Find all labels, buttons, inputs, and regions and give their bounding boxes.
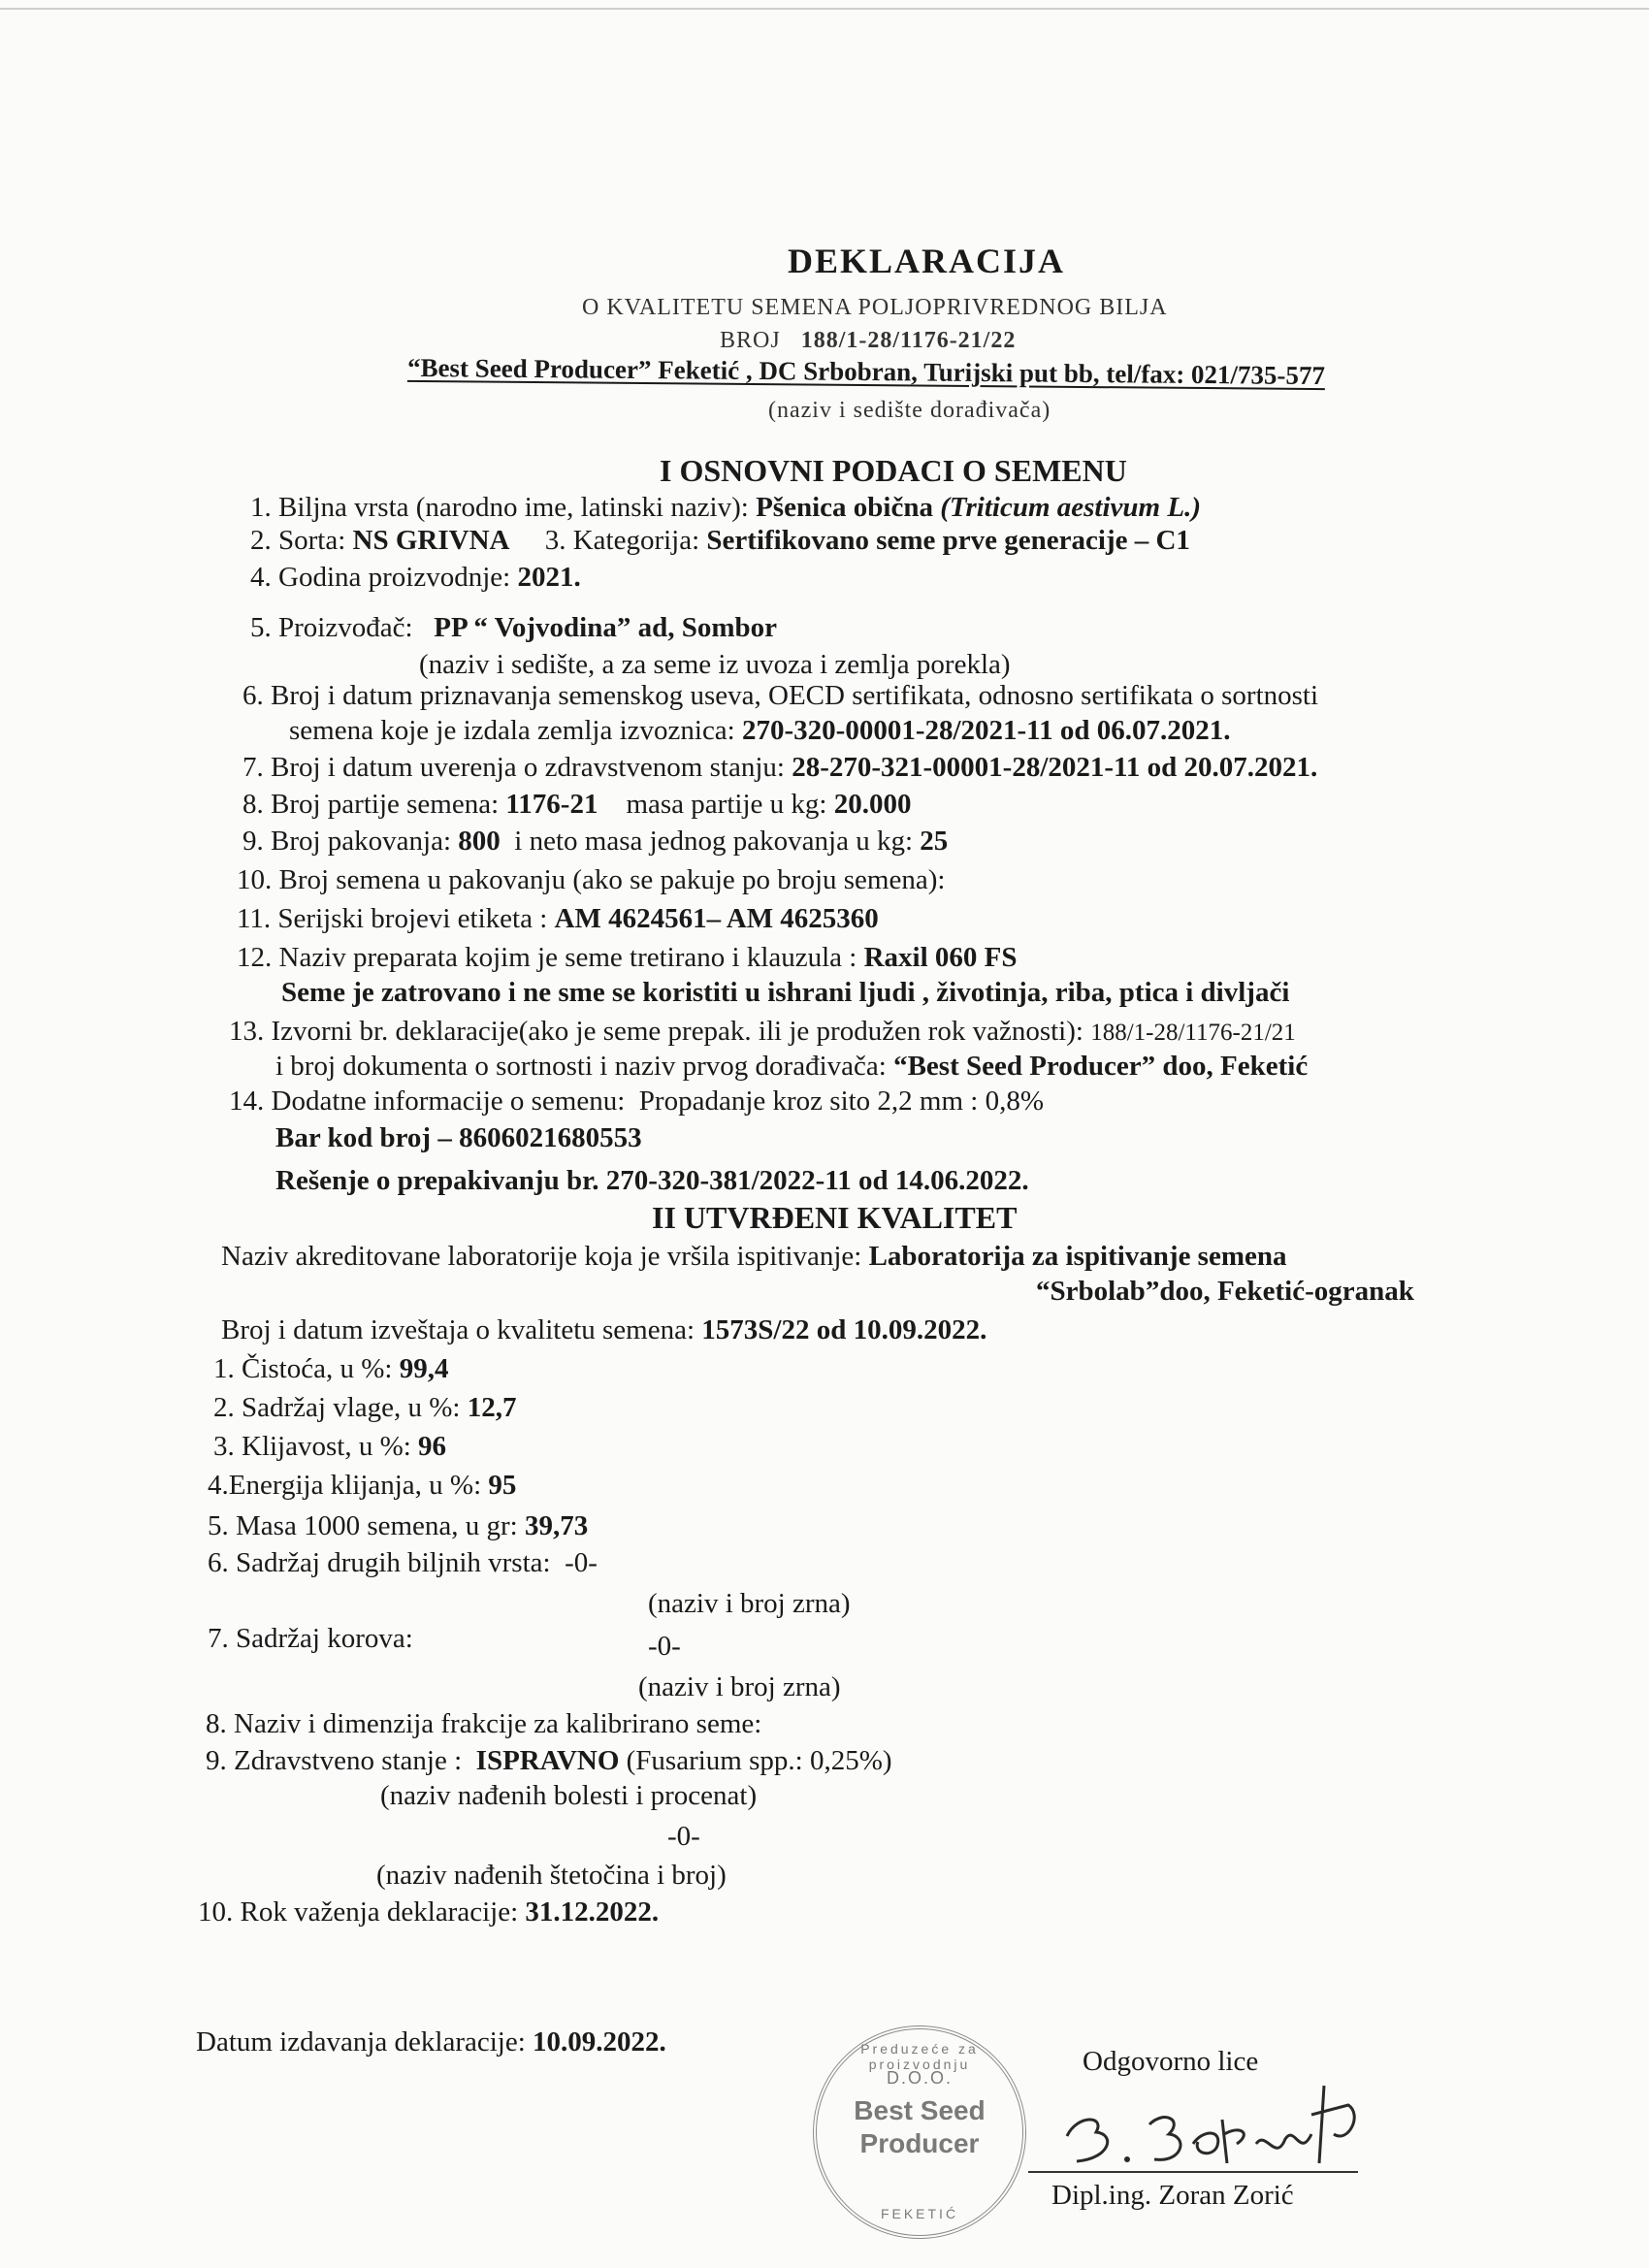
section-1-title: I OSNOVNI PODACI O SEMENU [660,453,1127,488]
quality-7-note: (naziv i broj zrna) [638,1671,841,1702]
field-14-barcode: Bar kod broj – 8606021680553 [275,1122,642,1153]
quality-7-value: -0- [648,1631,681,1662]
quality-7-label: 7. Sadržaj korova: [208,1623,413,1654]
field-14: 14. Dodatne informacije o semenu: Propadanje kroz sito 2,2 mm : 0,8% [229,1085,1045,1117]
signature [1057,2076,1368,2173]
field-6: 6. Broj i datum priznavanja semenskog useva, OECD sertifikata, odnosno sertifikata o sortnosti [242,680,1319,711]
quality-6-note: (naziv i broj zrna) [648,1588,851,1619]
field-12: 12. Naziv preparata kojim je seme tretirano i klauzula : Raxil 060 FS [237,942,1018,973]
quality-10: 10. Rok važenja deklaracije: 31.12.2022. [198,1896,660,1928]
document-subtitle: O KVALITETU SEMENA POLJOPRIVREDNOG BILJA [582,295,1168,320]
quality-3: 3. Klijavost, u %: 96 [213,1431,447,1462]
document-title: DEKLARACIJA [788,242,1066,280]
quality-1: 1. Čistoća, u %: 99,4 [213,1353,449,1384]
field-12-warning: Seme je zatrovano i ne sme se koristiti u ishrani ljudi , životinja, riba, ptica i divljači [281,977,1290,1008]
quality-6: 6. Sadržaj drugih biljnih vrsta: -0- [208,1547,598,1578]
company-note: (naziv i sedište dorađivača) [768,398,1051,423]
field-10: 10. Broj semena u pakovanju (ako se pakuje po broju semena): [237,864,946,895]
lab-line-cont: “Srbolab”doo, Feketić-ogranak [1036,1276,1414,1307]
company-address: “Best Seed Producer” Feketić , DC Srbobran, Turijski put bb, tel/fax: 021/735-577 [406,352,1326,391]
stamp-line-1: Best Seed [854,2095,986,2125]
company-stamp [813,2025,1026,2239]
responsible-label: Odgovorno lice [1083,2046,1259,2077]
broj-label: BROJ [720,328,781,353]
broj-value: 188/1-28/1176-21/22 [800,328,1017,353]
quality-9: 9. Zdravstveno stanje : ISPRAVNO (Fusarium spp.: 0,25%) [206,1745,892,1776]
field-4: 4. Godina proizvodnje: 2021. [250,562,581,593]
report-line: Broj i datum izveštaja o kvalitetu semena: 1573S/22 od 10.09.2022. [221,1314,987,1345]
field-7: 7. Broj i datum uverenja o zdravstvenom stanju: 28-270-321-00001-28/2021-11 od 20.07.2021. [242,752,1318,783]
quality-8: 8. Naziv i dimenzija frakcije za kalibrirano seme: [206,1708,762,1739]
issue-date: Datum izdavanja deklaracije: 10.09.2022. [196,2026,666,2057]
field-13-cont: i broj dokumenta o sortnosti i naziv prvog dorađivača: “Best Seed Producer” doo, Feketić [275,1051,1309,1082]
field-14-resenje: Rešenje o prepakivanju br. 270-320-381/2022-11 od 14.06.2022. [275,1165,1029,1196]
lab-line: Naziv akreditovane laboratorije koja je vršila ispitivanje: Laboratorija za ispitivanje semena [221,1241,1287,1272]
stamp-ring-top: Preduzeće za proizvodnju [860,2041,979,2072]
field-2-3: 2. Sorta: NS GRIVNA 3. Kategorija: Sertifikovano seme prve generacije – C1 [250,525,1190,556]
stamp-ring-bottom: FEKETIĆ [880,2206,959,2221]
quality-9-note: (naziv nađenih bolesti i procenat) [380,1780,758,1811]
stamp-line-2: Producer [859,2128,980,2158]
quality-2: 2. Sadržaj vlage, u %: 12,7 [213,1392,517,1423]
field-8: 8. Broj partije semena: 1176-21 masa partije u kg: 20.000 [242,789,912,820]
field-5-note: (naziv i sedište, a za seme iz uvoza i zemlja porekla) [419,649,1011,680]
document-number [720,324,1016,357]
quality-9-value2: -0- [667,1821,700,1852]
section-2-title: II UTVRĐENI KVALITET [652,1200,1018,1235]
stamp-doo: D.O.O. [886,2068,953,2088]
scan-edge-line [0,8,1649,10]
field-11: 11. Serijski brojevi etiketa : AM 4624561– AM 4625360 [237,903,879,934]
field-6-cont: semena koje je izdala zemlja izvoznica: 270-320-00001-28/2021-11 od 06.07.2021. [289,715,1231,746]
field-1: 1. Biljna vrsta (narodno ime, latinski naziv): Pšenica obična (Triticum aestivum L.) [250,492,1201,523]
quality-9-note2: (naziv nađenih štetočina i broj) [376,1860,727,1891]
quality-5: 5. Masa 1000 semena, u gr: 39,73 [208,1510,589,1541]
signature-line [1028,2171,1358,2173]
field-9: 9. Broj pakovanja: 800 i neto masa jednog pakovanja u kg: 25 [242,826,949,857]
responsible-name: Dipl.ing. Zoran Zorić [1051,2180,1294,2211]
field-13: 13. Izvorni br. deklaracije(ako je seme prepak. ili je produžen rok važnosti): 188/1-28/1176-21/21 [229,1016,1296,1047]
field-5: 5. Proizvođač: PP “ Vojvodina” ad, Sombor [250,612,777,643]
quality-4: 4.Energija klijanja, u %: 95 [208,1470,517,1501]
